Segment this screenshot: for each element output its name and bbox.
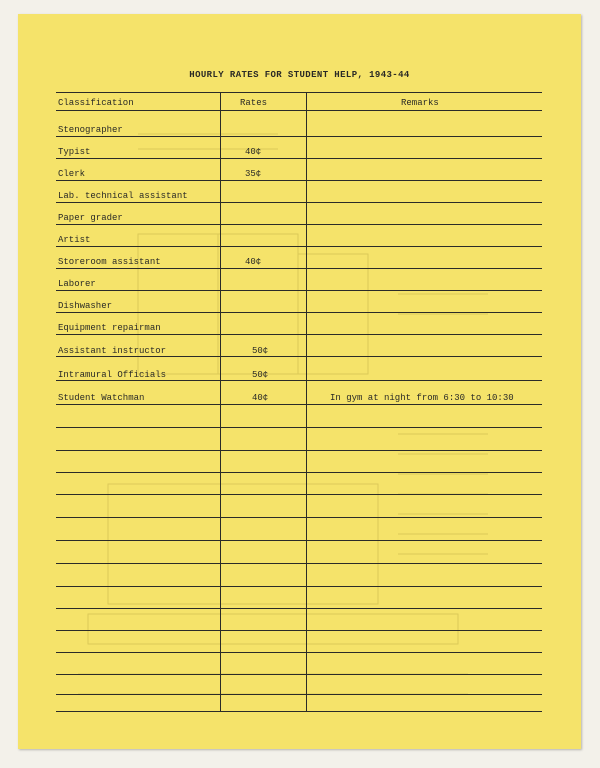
rate-intramural-officials: 50¢ [252, 370, 269, 380]
classification-storeroom-assistant: Storeroom assistant [58, 257, 161, 267]
classification-artist: Artist [58, 235, 91, 245]
table-rule [56, 652, 542, 653]
table-rule [56, 110, 542, 111]
table-rule [56, 92, 542, 93]
rate-student-watchman: 40¢ [252, 393, 269, 403]
table-rule [56, 180, 542, 181]
column-divider-remarks [306, 92, 307, 712]
column-header-remarks: Remarks [401, 98, 439, 108]
table-rule [56, 404, 542, 405]
table-rule [56, 158, 542, 159]
classification-lab-technical-assistant: Lab. technical assistant [58, 191, 188, 201]
document-title: HOURLY RATES FOR STUDENT HELP, 1943-44 [189, 70, 410, 80]
table-rule [56, 517, 542, 518]
table-rule [56, 711, 542, 712]
column-header-rates: Rates [240, 98, 268, 108]
table-rule [56, 136, 542, 137]
column-header-classification: Classification [58, 98, 134, 108]
table-rule [56, 290, 542, 291]
classification-stenographer: Stenographer [58, 125, 123, 135]
table-rule [56, 630, 542, 631]
table-rule [56, 356, 542, 357]
classification-typist: Typist [58, 147, 91, 157]
table-rule [56, 268, 542, 269]
paper-sheet [18, 14, 581, 749]
table-rule [56, 694, 542, 695]
classification-assistant-instructor: Assistant instructor [58, 346, 167, 356]
column-divider-rates [220, 92, 221, 712]
table-rule [56, 586, 542, 587]
table-rule [56, 472, 542, 473]
table-rule [56, 224, 542, 225]
table-rule [56, 450, 542, 451]
classification-equipment-repairman: Equipment repairman [58, 323, 161, 333]
table-rule [56, 312, 542, 313]
rate-assistant-instructor: 50¢ [252, 346, 269, 356]
table-rule [56, 202, 542, 203]
table-rule [56, 540, 542, 541]
rate-typist: 40¢ [245, 147, 262, 157]
rate-clerk: 35¢ [245, 169, 262, 179]
table-rule [56, 427, 542, 428]
table-rule [56, 494, 542, 495]
classification-intramural-officials: Intramural Officials [58, 370, 167, 380]
table-rule [56, 608, 542, 609]
classification-student-watchman: Student Watchman [58, 393, 145, 403]
table-rule [56, 334, 542, 335]
rate-storeroom-assistant: 40¢ [245, 257, 262, 267]
table-rule [56, 246, 542, 247]
remark-student-watchman: In gym at night from 6:30 to 10:30 [330, 393, 514, 403]
table-rule [56, 380, 542, 381]
classification-dishwasher: Dishwasher [58, 301, 113, 311]
classification-clerk: Clerk [58, 169, 86, 179]
table-rule [56, 674, 542, 675]
classification-paper-grader: Paper grader [58, 213, 123, 223]
table-rule [56, 563, 542, 564]
classification-laborer: Laborer [58, 279, 96, 289]
